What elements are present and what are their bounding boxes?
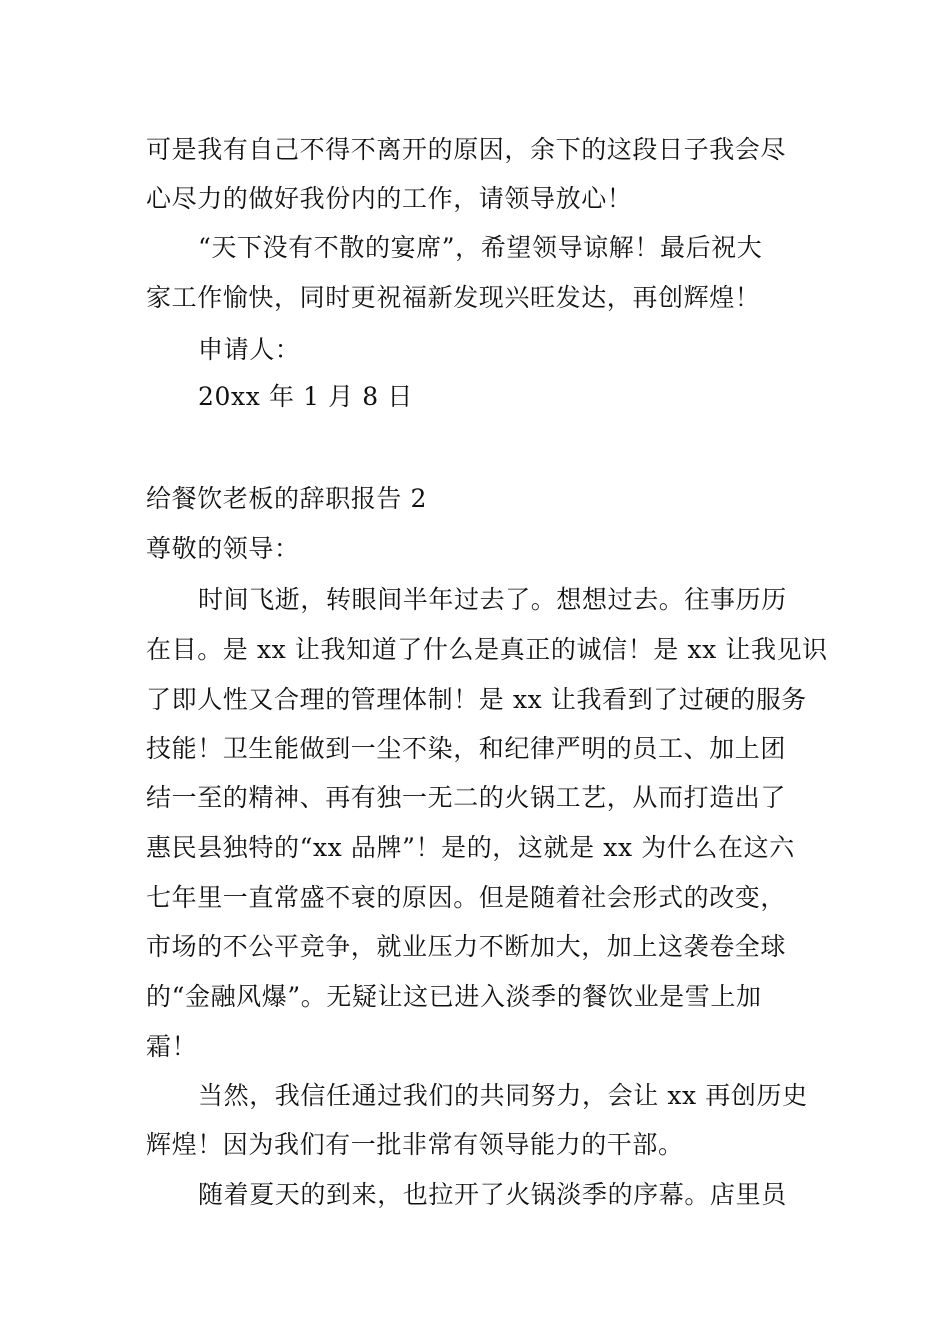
date-line: 20xx 年 1 月 8 日 xyxy=(198,382,413,411)
text-line: 随着夏天的到来，也拉开了火锅淡季的序幕。店里员 xyxy=(198,1180,787,1209)
text-line: 七年里一直常盛不衰的原因。但是随着社会形式的改变， xyxy=(146,883,787,912)
text-line: 在目。是 xx 让我知道了什么是真正的诚信！是 xx 让我见识 xyxy=(146,635,828,664)
text-line: 家工作愉快，同时更祝福新发现兴旺发达，再创辉煌！ xyxy=(146,283,761,312)
text-line: 辉煌！因为我们有一批非常有领导能力的干部。 xyxy=(146,1130,684,1159)
text-line: 惠民县独特的“xx 品牌”！是的，这就是 xx 为什么在这六 xyxy=(146,833,795,862)
section-title: 给餐饮老板的辞职报告 2 xyxy=(146,484,428,513)
text-line: 时间飞逝，转眼间半年过去了。想想过去。往事历历 xyxy=(198,585,787,614)
text-line: 霜！ xyxy=(146,1032,198,1061)
salutation: 尊敬的领导： xyxy=(146,534,300,563)
signature-label: 申请人： xyxy=(198,335,301,364)
text-line: 心尽力的做好我份内的工作，请领导放心！ xyxy=(146,184,633,213)
text-line: 了即人性又合理的管理体制！是 xx 让我看到了过硬的服务 xyxy=(146,685,807,714)
text-line: 的“金融风爆”。无疑让这已进入淡季的餐饮业是雪上加 xyxy=(146,982,762,1011)
text-line: 可是我有自己不得不离开的原因，余下的这段日子我会尽 xyxy=(146,135,787,164)
text-line: 市场的不公平竞争，就业压力不断加大，加上这袭卷全球 xyxy=(146,932,787,961)
text-line: “天下没有不散的宴席”，希望领导谅解！最后祝大 xyxy=(198,233,763,262)
text-line: 当然，我信任通过我们的共同努力，会让 xx 再创历史 xyxy=(198,1081,808,1110)
text-line: 结一至的精神、再有独一无二的火锅工艺，从而打造出了 xyxy=(146,783,787,812)
text-line: 技能！卫生能做到一尘不染，和纪律严明的员工、加上团 xyxy=(146,734,787,763)
